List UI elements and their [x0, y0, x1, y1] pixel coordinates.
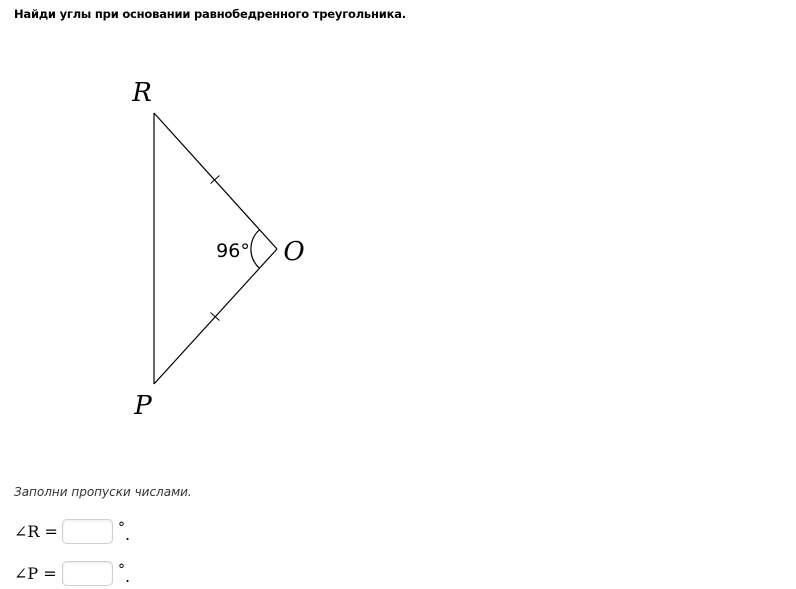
vertex-label-o: O	[283, 237, 305, 267]
instruction-text: Заполни пропуски числами.	[14, 485, 192, 499]
vertex-label-p: P	[134, 391, 152, 421]
angle-r-input[interactable]	[62, 519, 113, 544]
angle-r-label: ∠R =	[14, 521, 58, 541]
angle-p-label: ∠P =	[14, 563, 57, 583]
answer-row-r	[14, 518, 130, 544]
answer-row-p	[14, 560, 130, 586]
task-title: Найди углы при основании равнобедренного треугольника.	[14, 7, 406, 21]
row-end-period: .	[125, 566, 131, 586]
degree-unit: °	[118, 520, 125, 536]
side-ro	[154, 113, 277, 249]
row-end-period: .	[125, 524, 131, 544]
degree-unit: °	[118, 562, 125, 578]
angle-arc-o	[251, 230, 260, 269]
angle-p-input[interactable]	[62, 561, 113, 586]
vertex-label-r: R	[132, 78, 152, 108]
apex-angle-label: 96°	[216, 240, 250, 262]
